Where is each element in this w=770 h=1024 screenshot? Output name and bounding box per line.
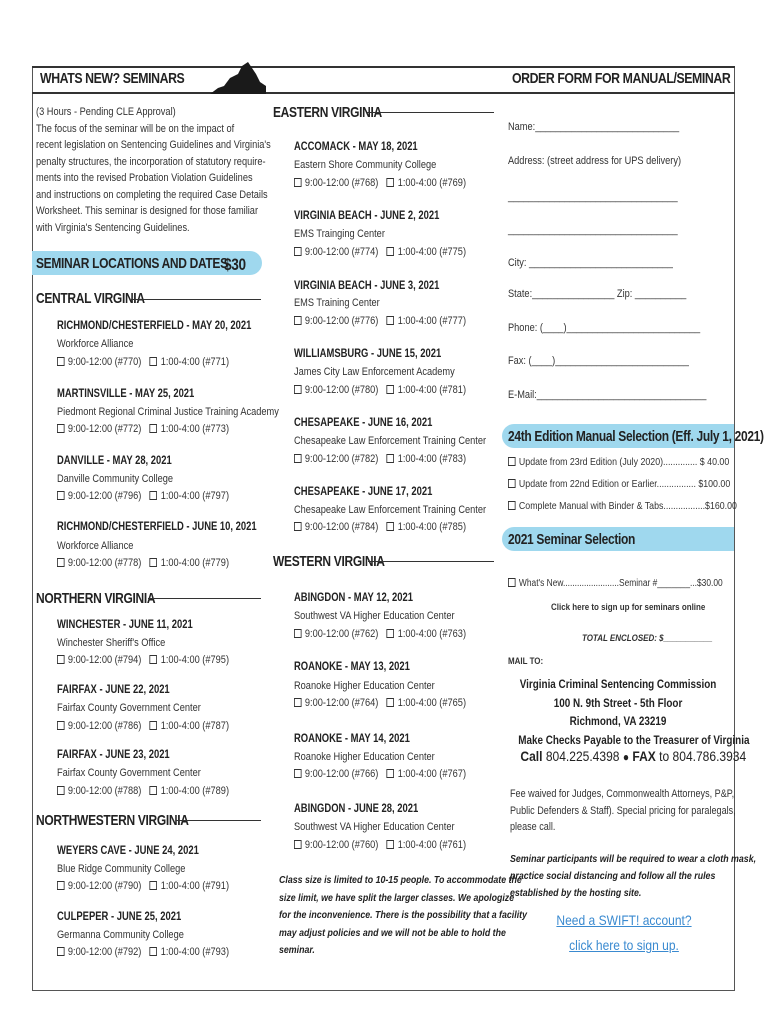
session-venue: Southwest VA Higher Education Center <box>294 821 455 833</box>
mail-to-label: MAIL TO: <box>508 656 544 667</box>
total-enclosed-field[interactable]: TOTAL ENCLOSED: $___________ <box>582 633 713 644</box>
session-venue: Chesapeake Law Enforcement Training Center <box>294 504 487 516</box>
pm-checkbox[interactable] <box>150 721 158 730</box>
contact-line: Call 804.225.4398 ● FAX to 804.786.3934 <box>520 748 747 764</box>
virginia-map-icon <box>208 60 268 96</box>
swift-account-link[interactable]: Need a SWIFT! account? <box>556 912 692 928</box>
session-venue: James City Law Enforcement Academy <box>294 366 455 378</box>
session-venue: Fairfax County Government Center <box>57 702 201 714</box>
session-date: ROANOKE - MAY 13, 2021 <box>294 661 410 673</box>
session-options: 9:00-12:00 (#796) 1:00-4:00 (#797) <box>57 490 229 502</box>
seminar-signup-note[interactable]: Click here to sign up for seminars online <box>551 602 706 613</box>
am-checkbox[interactable] <box>294 769 302 778</box>
manual-section-title: 24th Edition Manual Selection (Eff. July 1, 2021) <box>508 428 764 445</box>
region-title-northern: NORTHERN VIRGINIA <box>36 590 156 607</box>
session-date: ACCOMACK - MAY 18, 2021 <box>294 141 418 153</box>
phone-field[interactable]: Phone: (____)__________________________ <box>508 322 701 334</box>
am-checkbox[interactable] <box>294 247 302 256</box>
right-header-title: ORDER FORM FOR MANUAL/SEMINAR <box>511 70 730 87</box>
am-checkbox[interactable] <box>294 316 302 325</box>
name-field[interactable]: Name:____________________________ <box>508 121 680 133</box>
pm-checkbox[interactable] <box>387 385 395 394</box>
pm-checkbox[interactable] <box>387 454 395 463</box>
session-venue: EMS Trainging Center <box>294 228 385 240</box>
session-options: 9:00-12:00 (#764) 1:00-4:00 (#765) <box>294 697 466 709</box>
pm-checkbox[interactable] <box>150 558 158 567</box>
session-date: FAIRFAX - JUNE 23, 2021 <box>57 749 170 761</box>
session-venue: Germanna Community College <box>57 929 184 941</box>
state-zip-field[interactable]: State:________________ Zip: __________ <box>508 288 687 300</box>
locations-bar-price: $30 <box>224 255 246 274</box>
mask-distancing-note: Seminar participants will be required to wear a cloth mask, practice social distancing and follow all the rules established by the hosting site. <box>510 853 757 899</box>
session-options: 9:00-12:00 (#762) 1:00-4:00 (#763) <box>294 628 466 640</box>
pm-checkbox[interactable] <box>387 769 395 778</box>
locations-bar-label: SEMINAR LOCATIONS AND DATES <box>36 255 228 272</box>
manual-option: Complete Manual with Binder & Tabs.................$160.00 <box>508 500 737 512</box>
region-rule <box>176 820 261 821</box>
manual-option-checkbox[interactable] <box>508 479 516 488</box>
session-venue: Fairfax County Government Center <box>57 767 201 779</box>
session-options: 9:00-12:00 (#766) 1:00-4:00 (#767) <box>294 768 466 780</box>
pm-checkbox[interactable] <box>387 316 395 325</box>
am-checkbox[interactable] <box>294 385 302 394</box>
am-checkbox[interactable] <box>57 721 65 730</box>
session-venue: Roanoke Higher Education Center <box>294 751 435 763</box>
mailing-address: Virginia Criminal Sentencing Commission 100 N. 9th Street - 5th Floor Richmond, VA 23219 Make Checks Payable to the Treasurer of Virginia <box>518 679 750 747</box>
session-options: 9:00-12:00 (#794) 1:00-4:00 (#795) <box>57 654 229 666</box>
fee-waiver-note: Fee waived for Judges, Commonwealth Attorneys, P&P, Public Defenders & Staff). Special pricing for paralegals, please call. <box>510 788 736 833</box>
am-checkbox[interactable] <box>57 424 65 433</box>
session-date: CULPEPER - JUNE 25, 2021 <box>57 911 182 923</box>
am-checkbox[interactable] <box>57 881 65 890</box>
session-venue: Southwest VA Higher Education Center <box>294 610 455 622</box>
manual-option: Update from 22nd Edition or Earlier................ $100.00 <box>508 478 730 490</box>
session-venue: EMS Training Center <box>294 297 380 309</box>
email-field[interactable]: E-Mail:_________________________________ <box>508 389 707 401</box>
address-field-2[interactable]: _________________________________ <box>508 224 678 236</box>
region-rule <box>131 299 261 300</box>
session-venue: Danville Community College <box>57 473 174 485</box>
seminar-option-checkbox[interactable] <box>508 578 516 587</box>
session-options: 9:00-12:00 (#782) 1:00-4:00 (#783) <box>294 453 466 465</box>
am-checkbox[interactable] <box>294 698 302 707</box>
session-options: 9:00-12:00 (#780) 1:00-4:00 (#781) <box>294 384 466 396</box>
session-venue: Piedmont Regional Criminal Justice Training Academy <box>57 406 279 418</box>
intro-paragraph: (3 Hours - Pending CLE Approval) The focus of the seminar will be on the impact of recent legislation on Sentencing Guidelines and Virginia's penalty structures, the incorporation of statutory require- ments into the revised Probation Violation Guidelines and instructions on completing the required Case Details Worksheet. This seminar is designed for those familiar with Virginia's Sentencing Guidelines. <box>36 106 271 234</box>
session-options: 9:00-12:00 (#768) 1:00-4:00 (#769) <box>294 177 466 189</box>
region-rule <box>367 112 494 113</box>
session-date: MARTINSVILLE - MAY 25, 2021 <box>57 388 195 400</box>
address-label: Address: (street address for UPS delivery) <box>508 155 682 167</box>
session-options: 9:00-12:00 (#788) 1:00-4:00 (#789) <box>57 785 229 797</box>
address-field-1[interactable]: _________________________________ <box>508 191 678 203</box>
session-options: 9:00-12:00 (#776) 1:00-4:00 (#777) <box>294 315 466 327</box>
left-header-title: WHATS NEW? SEMINARS <box>40 70 185 87</box>
region-title-western: WESTERN VIRGINIA <box>273 553 385 570</box>
region-rule <box>368 561 494 562</box>
pm-checkbox[interactable] <box>150 881 158 890</box>
am-checkbox[interactable] <box>57 655 65 664</box>
am-checkbox[interactable] <box>57 357 65 366</box>
pm-checkbox[interactable] <box>387 522 395 531</box>
seminar-section-title: 2021 Seminar Selection <box>508 531 636 548</box>
pm-checkbox[interactable] <box>150 424 158 433</box>
pm-checkbox[interactable] <box>150 786 158 795</box>
pm-checkbox[interactable] <box>150 357 158 366</box>
region-rule <box>148 598 261 599</box>
fax-field[interactable]: Fax: (____)__________________________ <box>508 355 689 367</box>
region-title-northwestern: NORTHWESTERN VIRGINIA <box>36 812 189 829</box>
region-title-eastern: EASTERN VIRGINIA <box>273 104 382 121</box>
session-date: WINCHESTER - JUNE 11, 2021 <box>57 619 193 631</box>
session-date: WEYERS CAVE - JUNE 24, 2021 <box>57 845 199 857</box>
pm-checkbox[interactable] <box>387 178 395 187</box>
seminar-option: What's New........................Seminar #_______...$30.00 <box>508 578 723 589</box>
session-date: CHESAPEAKE - JUNE 16, 2021 <box>294 417 433 429</box>
session-date: ABINGDON - JUNE 28, 2021 <box>294 803 419 815</box>
am-checkbox[interactable] <box>57 786 65 795</box>
pm-checkbox[interactable] <box>387 698 395 707</box>
am-checkbox[interactable] <box>294 178 302 187</box>
session-date: RICHMOND/CHESTERFIELD - MAY 20, 2021 <box>57 320 252 332</box>
session-options: 9:00-12:00 (#792) 1:00-4:00 (#793) <box>57 946 229 958</box>
am-checkbox[interactable] <box>57 491 65 500</box>
session-venue: Chesapeake Law Enforcement Training Center <box>294 435 487 447</box>
session-date: DANVILLE - MAY 28, 2021 <box>57 455 172 467</box>
session-date: RICHMOND/CHESTERFIELD - JUNE 10, 2021 <box>57 521 257 533</box>
session-venue: Workforce Alliance <box>57 540 134 552</box>
pm-checkbox[interactable] <box>150 655 158 664</box>
am-checkbox[interactable] <box>294 454 302 463</box>
session-options: 9:00-12:00 (#770) 1:00-4:00 (#771) <box>57 356 229 368</box>
pm-checkbox[interactable] <box>387 840 395 849</box>
am-checkbox[interactable] <box>57 558 65 567</box>
bullet-icon: ● <box>622 750 630 764</box>
city-field[interactable]: City: ____________________________ <box>508 257 673 269</box>
session-options: 9:00-12:00 (#774) 1:00-4:00 (#775) <box>294 246 466 258</box>
am-checkbox[interactable] <box>294 840 302 849</box>
pm-checkbox[interactable] <box>387 247 395 256</box>
region-title-central: CENTRAL VIRGINIA <box>36 290 145 307</box>
class-size-note: Class size is limited to 10-15 people. To accommodate the size limit, we have split the larger classes. We apologize for the inconvenience. There is the possibility that a facility may adjust policies and we will not be able to hold the seminar. <box>279 874 528 956</box>
session-options: 9:00-12:00 (#786) 1:00-4:00 (#787) <box>57 720 229 732</box>
session-date: ABINGDON - MAY 12, 2021 <box>294 592 413 604</box>
manual-option: Update from 23rd Edition (July 2020).............. $ 40.00 <box>508 456 729 468</box>
manual-option-checkbox[interactable] <box>508 501 516 510</box>
session-date: CHESAPEAKE - JUNE 17, 2021 <box>294 486 433 498</box>
session-date: WILLIAMSBURG - JUNE 15, 2021 <box>294 348 442 360</box>
manual-option-checkbox[interactable] <box>508 457 516 466</box>
session-date: ROANOKE - MAY 14, 2021 <box>294 733 410 745</box>
session-options: 9:00-12:00 (#790) 1:00-4:00 (#791) <box>57 880 229 892</box>
session-options: 9:00-12:00 (#778) 1:00-4:00 (#779) <box>57 557 229 569</box>
pm-checkbox[interactable] <box>150 947 158 956</box>
pm-checkbox[interactable] <box>150 491 158 500</box>
session-options: 9:00-12:00 (#772) 1:00-4:00 (#773) <box>57 423 229 435</box>
session-options: 9:00-12:00 (#760) 1:00-4:00 (#761) <box>294 839 466 851</box>
session-options: 9:00-12:00 (#784) 1:00-4:00 (#785) <box>294 521 466 533</box>
session-date: VIRGINIA BEACH - JUNE 3, 2021 <box>294 280 440 292</box>
am-checkbox[interactable] <box>294 629 302 638</box>
session-date: FAIRFAX - JUNE 22, 2021 <box>57 684 170 696</box>
session-venue: Blue Ridge Community College <box>57 863 186 875</box>
session-venue: Eastern Shore Community College <box>294 159 437 171</box>
signup-link[interactable]: click here to sign up. <box>569 937 679 953</box>
session-venue: Winchester Sheriff's Office <box>57 637 166 649</box>
session-date: VIRGINIA BEACH - JUNE 2, 2021 <box>294 210 440 222</box>
am-checkbox[interactable] <box>57 947 65 956</box>
am-checkbox[interactable] <box>294 522 302 531</box>
session-venue: Workforce Alliance <box>57 338 134 350</box>
pm-checkbox[interactable] <box>387 629 395 638</box>
session-venue: Roanoke Higher Education Center <box>294 680 435 692</box>
